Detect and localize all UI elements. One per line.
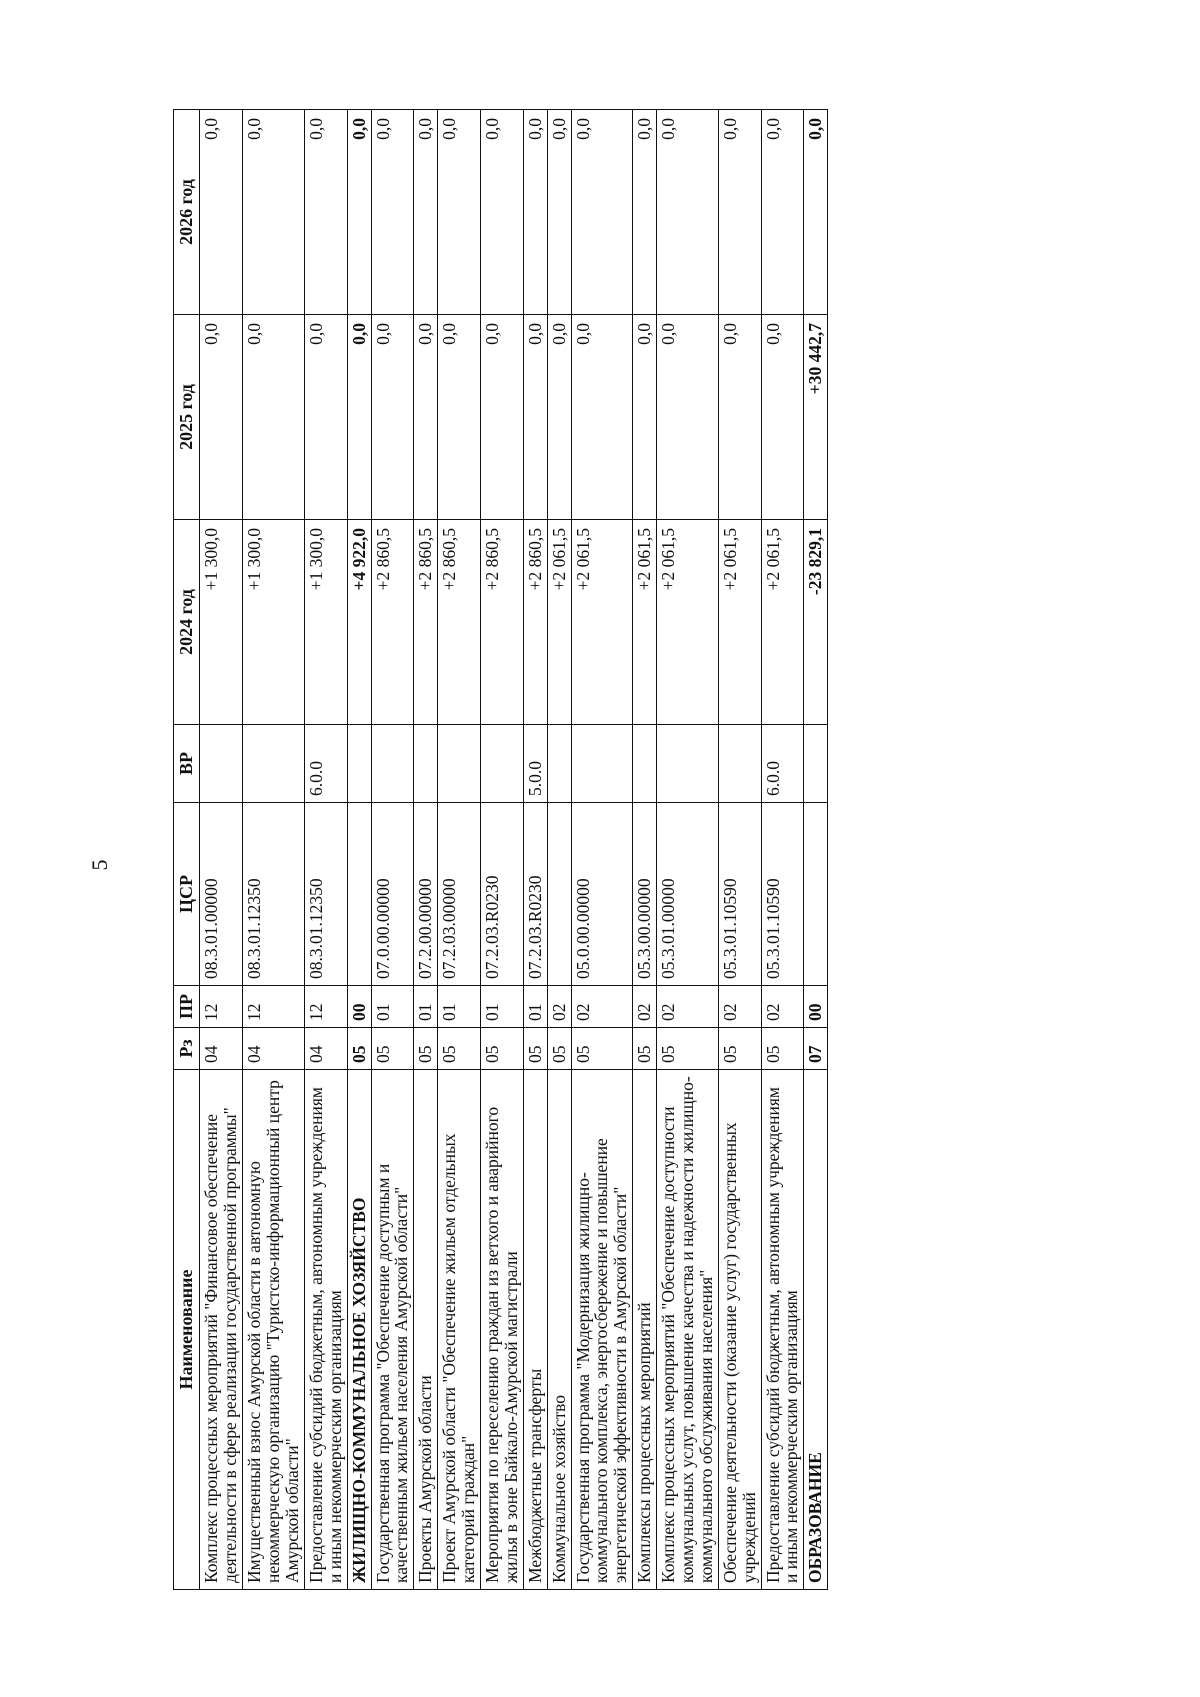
cell-2025: 0,0	[438, 315, 481, 520]
cell-pr: 01	[481, 986, 524, 1028]
cell-pr: 00	[347, 986, 371, 1028]
cell-pr: 00	[804, 986, 828, 1028]
cell-2026: 0,0	[243, 110, 305, 315]
cell-pr: 01	[438, 986, 481, 1028]
header-rz: Рз	[174, 1028, 200, 1070]
cell-rz: 04	[200, 1028, 243, 1070]
cell-2026: 0,0	[371, 110, 414, 315]
cell-rz: 05	[547, 1028, 571, 1070]
page-number: 5	[87, 859, 112, 871]
cell-csr	[547, 803, 571, 986]
cell-pr: 01	[414, 986, 438, 1028]
cell-rz: 07	[804, 1028, 828, 1070]
cell-csr: 05.0.00.00000	[571, 803, 633, 986]
budget-table	[173, 109, 828, 1590]
cell-rz: 05	[481, 1028, 524, 1070]
cell-csr: 08.3.01.12350	[304, 803, 347, 986]
cell-rz: 05	[718, 1028, 761, 1070]
budget-table-sheet	[173, 110, 1053, 1590]
cell-name: Мероприятия по переселению граждан из ветхого и аварийного жилья в зоне Байкало-Амурской магистрали	[481, 1070, 524, 1590]
cell-name: Комплекс процессных мероприятий "Финансовое обеспечение деятельности в сфере реализации государственной программы"	[200, 1070, 243, 1590]
cell-2025: 0,0	[571, 315, 633, 520]
cell-vr: 6.0.0	[761, 725, 804, 803]
table-header-row	[174, 110, 200, 1590]
cell-csr: 05.3.00.00000	[633, 803, 657, 986]
cell-vr	[438, 725, 481, 803]
cell-2024: +1 300,0	[304, 520, 347, 725]
header-pr: ПР	[174, 986, 200, 1028]
cell-rz: 05	[657, 1028, 719, 1070]
cell-2025: 0,0	[761, 315, 804, 520]
cell-csr: 05.3.01.10590	[718, 803, 761, 986]
cell-2024: +1 300,0	[200, 520, 243, 725]
header-csr: ЦСР	[174, 803, 200, 986]
cell-2024: +2 860,5	[481, 520, 524, 725]
cell-2024: +2 061,5	[718, 520, 761, 725]
table-row	[481, 110, 524, 1590]
cell-csr: 05.3.01.00000	[657, 803, 719, 986]
cell-rz: 05	[414, 1028, 438, 1070]
cell-pr: 01	[371, 986, 414, 1028]
cell-csr	[347, 803, 371, 986]
cell-rz: 05	[438, 1028, 481, 1070]
table-body	[200, 110, 828, 1590]
cell-vr	[200, 725, 243, 803]
cell-vr	[243, 725, 305, 803]
cell-name: Государственная программа "Обеспечение доступным и качественным жильем населения Амурской области"	[371, 1070, 414, 1590]
cell-name: ЖИЛИЩНО-КОММУНАЛЬНОЕ ХОЗЯЙСТВО	[347, 1070, 371, 1590]
cell-2024: +2 860,5	[438, 520, 481, 725]
cell-pr: 02	[547, 986, 571, 1028]
cell-vr	[657, 725, 719, 803]
cell-2025: 0,0	[243, 315, 305, 520]
cell-2026: 0,0	[761, 110, 804, 315]
cell-rz: 05	[571, 1028, 633, 1070]
cell-csr: 07.2.03.R0230	[523, 803, 547, 986]
cell-vr	[414, 725, 438, 803]
cell-2025: 0,0	[481, 315, 524, 520]
table-row	[571, 110, 633, 1590]
cell-name: Комплекс процессных мероприятий "Обеспечение доступности коммунальных услут, повышение качества и надежности жилищно-коммунального обслуживания населения"	[657, 1070, 719, 1590]
table-row	[761, 110, 804, 1590]
table-row	[438, 110, 481, 1590]
cell-pr: 02	[657, 986, 719, 1028]
table-row	[243, 110, 305, 1590]
table-row	[200, 110, 243, 1590]
cell-2026: 0,0	[438, 110, 481, 315]
cell-2026: 0,0	[718, 110, 761, 315]
cell-name: Коммунальное хозяйство	[547, 1070, 571, 1590]
table-row	[804, 110, 828, 1590]
cell-2025: 0,0	[523, 315, 547, 520]
cell-2024: -23 829,1	[804, 520, 828, 725]
header-name: Наименование	[174, 1070, 200, 1590]
cell-vr	[718, 725, 761, 803]
table-row	[414, 110, 438, 1590]
cell-2026: 0,0	[571, 110, 633, 315]
cell-rz: 04	[304, 1028, 347, 1070]
cell-pr: 12	[243, 986, 305, 1028]
cell-2024: +1 300,0	[243, 520, 305, 725]
cell-vr: 6.0.0	[304, 725, 347, 803]
cell-2024: +2 860,5	[371, 520, 414, 725]
cell-vr	[633, 725, 657, 803]
cell-csr: 07.0.00.00000	[371, 803, 414, 986]
cell-rz: 05	[347, 1028, 371, 1070]
cell-pr: 12	[304, 986, 347, 1028]
cell-2025: 0,0	[414, 315, 438, 520]
cell-csr: 07.2.00.00000	[414, 803, 438, 986]
cell-name: Государственная программа "Модернизация жилищно-коммунального комплекса, энергосбережение и повышение энергетической эффективности в Амурской области"	[571, 1070, 633, 1590]
table-row	[718, 110, 761, 1590]
header-vr: ВР	[174, 725, 200, 803]
table-row	[523, 110, 547, 1590]
table-row	[547, 110, 571, 1590]
cell-2025: +30 442,7	[804, 315, 828, 520]
cell-name: Комплексы процессных мероприятий	[633, 1070, 657, 1590]
cell-2025: 0,0	[657, 315, 719, 520]
cell-csr: 08.3.01.00000	[200, 803, 243, 986]
cell-name: ОБРАЗОВАНИЕ	[804, 1070, 828, 1590]
cell-2026: 0,0	[481, 110, 524, 315]
cell-vr	[347, 725, 371, 803]
cell-2026: 0,0	[633, 110, 657, 315]
cell-2025: 0,0	[200, 315, 243, 520]
cell-2024: +4 922,0	[347, 520, 371, 725]
cell-2026: 0,0	[804, 110, 828, 315]
cell-2025: 0,0	[718, 315, 761, 520]
cell-pr: 02	[761, 986, 804, 1028]
cell-2025: 0,0	[371, 315, 414, 520]
cell-rz: 05	[371, 1028, 414, 1070]
cell-vr	[371, 725, 414, 803]
cell-2024: +2 061,5	[571, 520, 633, 725]
cell-name: Проекты Амурской области	[414, 1070, 438, 1590]
cell-2024: +2 860,5	[523, 520, 547, 725]
cell-2026: 0,0	[523, 110, 547, 315]
cell-vr: 5.0.0	[523, 725, 547, 803]
cell-vr	[481, 725, 524, 803]
cell-2024: +2 860,5	[414, 520, 438, 725]
cell-2024: +2 061,5	[633, 520, 657, 725]
cell-csr: 07.2.03.00000	[438, 803, 481, 986]
cell-name: Межбюджетные трансферты	[523, 1070, 547, 1590]
table-row	[633, 110, 657, 1590]
table-row	[371, 110, 414, 1590]
cell-rz: 05	[523, 1028, 547, 1070]
header-2024: 2024 год	[174, 520, 200, 725]
cell-rz: 05	[761, 1028, 804, 1070]
cell-2026: 0,0	[200, 110, 243, 315]
cell-pr: 12	[200, 986, 243, 1028]
cell-pr: 02	[571, 986, 633, 1028]
cell-2025: 0,0	[304, 315, 347, 520]
cell-csr: 08.3.01.12350	[243, 803, 305, 986]
cell-2026: 0,0	[547, 110, 571, 315]
cell-vr	[547, 725, 571, 803]
cell-2025: 0,0	[347, 315, 371, 520]
table-row	[657, 110, 719, 1590]
table-row	[347, 110, 371, 1590]
cell-rz: 04	[243, 1028, 305, 1070]
cell-2025: 0,0	[633, 315, 657, 520]
header-2025: 2025 год	[174, 315, 200, 520]
cell-rz: 05	[633, 1028, 657, 1070]
table-row	[304, 110, 347, 1590]
cell-name: Предоставление субсидий бюджетным, автономным учреждениям и иным некоммерческим организациям	[304, 1070, 347, 1590]
cell-2026: 0,0	[347, 110, 371, 315]
cell-name: Обеспечение деятельности (оказание услуг) государственных учреждений	[718, 1070, 761, 1590]
cell-name: Предоставление субсидий бюджетным, автономным учреждениям и иным некоммерческим организациям	[761, 1070, 804, 1590]
cell-csr: 05.3.01.10590	[761, 803, 804, 986]
cell-2025: 0,0	[547, 315, 571, 520]
cell-csr: 07.2.03.R0230	[481, 803, 524, 986]
header-2026: 2026 год	[174, 110, 200, 315]
cell-2026: 0,0	[304, 110, 347, 315]
cell-name: Имущественный взнос Амурской области в автономную некоммерческую организацию "Туристско-информационный центр Амурской области"	[243, 1070, 305, 1590]
cell-csr	[804, 803, 828, 986]
cell-2024: +2 061,5	[547, 520, 571, 725]
cell-vr	[804, 725, 828, 803]
cell-pr: 02	[718, 986, 761, 1028]
cell-pr: 02	[633, 986, 657, 1028]
cell-vr	[571, 725, 633, 803]
cell-pr: 01	[523, 986, 547, 1028]
cell-2024: +2 061,5	[761, 520, 804, 725]
cell-2026: 0,0	[414, 110, 438, 315]
cell-name: Проект Амурской области "Обеспечение жильем отдельных категорий граждан"	[438, 1070, 481, 1590]
cell-2024: +2 061,5	[657, 520, 719, 725]
cell-2026: 0,0	[657, 110, 719, 315]
